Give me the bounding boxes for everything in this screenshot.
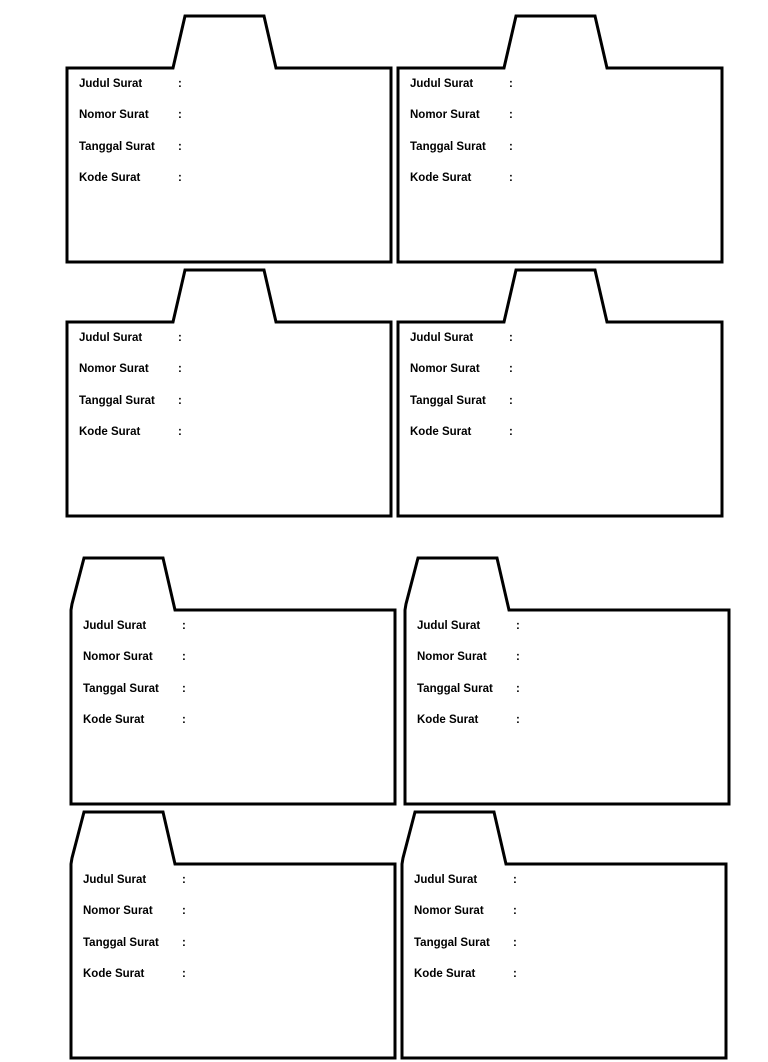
folder-tab-outline [398,270,722,516]
field-colon: : [182,713,186,726]
field-colon: : [516,682,520,695]
folder-label-card [71,558,397,808]
field-label: Nomor Surat [410,109,480,122]
field-label: Tanggal Surat [417,682,493,695]
folder-tab-outline [67,16,391,262]
field-label: Judul Surat [79,78,143,90]
field-colon: : [509,78,513,90]
field-colon: : [513,874,517,886]
field-label: Tanggal Surat [79,140,155,153]
field-label: Kode Surat [83,713,145,726]
field-label: Kode Surat [410,171,472,184]
folder-tab-outline [402,812,726,1058]
field-colon: : [182,651,186,664]
field-colon: : [182,874,186,886]
field-label: Nomor Surat [414,905,484,918]
folder-tab-outline [71,558,395,804]
field-colon: : [516,620,520,632]
field-colon: : [178,109,182,122]
field-colon: : [178,425,182,438]
folder-tab-outline [405,558,729,804]
field-label: Judul Surat [410,78,474,90]
field-label: Nomor Surat [79,109,149,122]
field-label: Tanggal Surat [83,936,159,949]
field-colon: : [178,78,182,90]
field-label: Nomor Surat [410,363,480,376]
field-label: Kode Surat [79,171,141,184]
field-label: Nomor Surat [417,651,487,664]
folder-tab-outline [398,16,722,262]
field-colon: : [178,363,182,376]
folder-label-card [398,16,724,266]
field-colon: : [178,394,182,407]
field-label: Nomor Surat [83,651,153,664]
field-label: Kode Surat [417,713,479,726]
field-label: Tanggal Surat [410,394,486,407]
field-colon: : [509,425,513,438]
field-colon: : [178,171,182,184]
field-label: Kode Surat [414,967,476,980]
field-colon: : [182,682,186,695]
field-label: Kode Surat [83,967,145,980]
field-colon: : [509,109,513,122]
field-label: Judul Surat [417,620,481,632]
field-label: Kode Surat [410,425,472,438]
field-label: Tanggal Surat [410,140,486,153]
field-colon: : [182,967,186,980]
field-colon: : [513,936,517,949]
folder-tab-outline [71,812,395,1058]
folder-label-card [67,16,393,266]
field-colon: : [516,651,520,664]
field-colon: : [509,332,513,344]
field-colon: : [509,363,513,376]
field-label: Judul Surat [410,332,474,344]
field-label: Judul Surat [414,874,478,886]
field-colon: : [513,967,517,980]
field-colon: : [182,936,186,949]
field-label: Tanggal Surat [414,936,490,949]
field-label: Nomor Surat [79,363,149,376]
field-label: Tanggal Surat [79,394,155,407]
field-label: Nomor Surat [83,905,153,918]
folder-tab-outline [67,270,391,516]
field-colon: : [509,171,513,184]
folder-label-card [398,270,724,520]
folder-label-card [402,812,728,1062]
field-colon: : [516,713,520,726]
field-label: Judul Surat [83,874,147,886]
folder-label-card [67,270,393,520]
field-colon: : [178,140,182,153]
field-label: Tanggal Surat [83,682,159,695]
field-colon: : [182,905,186,918]
field-colon: : [513,905,517,918]
field-label: Kode Surat [79,425,141,438]
folder-label-card [405,558,731,808]
field-colon: : [509,394,513,407]
field-label: Judul Surat [83,620,147,632]
field-label: Judul Surat [79,332,143,344]
field-colon: : [182,620,186,632]
field-colon: : [178,332,182,344]
folder-label-card [71,812,397,1062]
field-colon: : [509,140,513,153]
